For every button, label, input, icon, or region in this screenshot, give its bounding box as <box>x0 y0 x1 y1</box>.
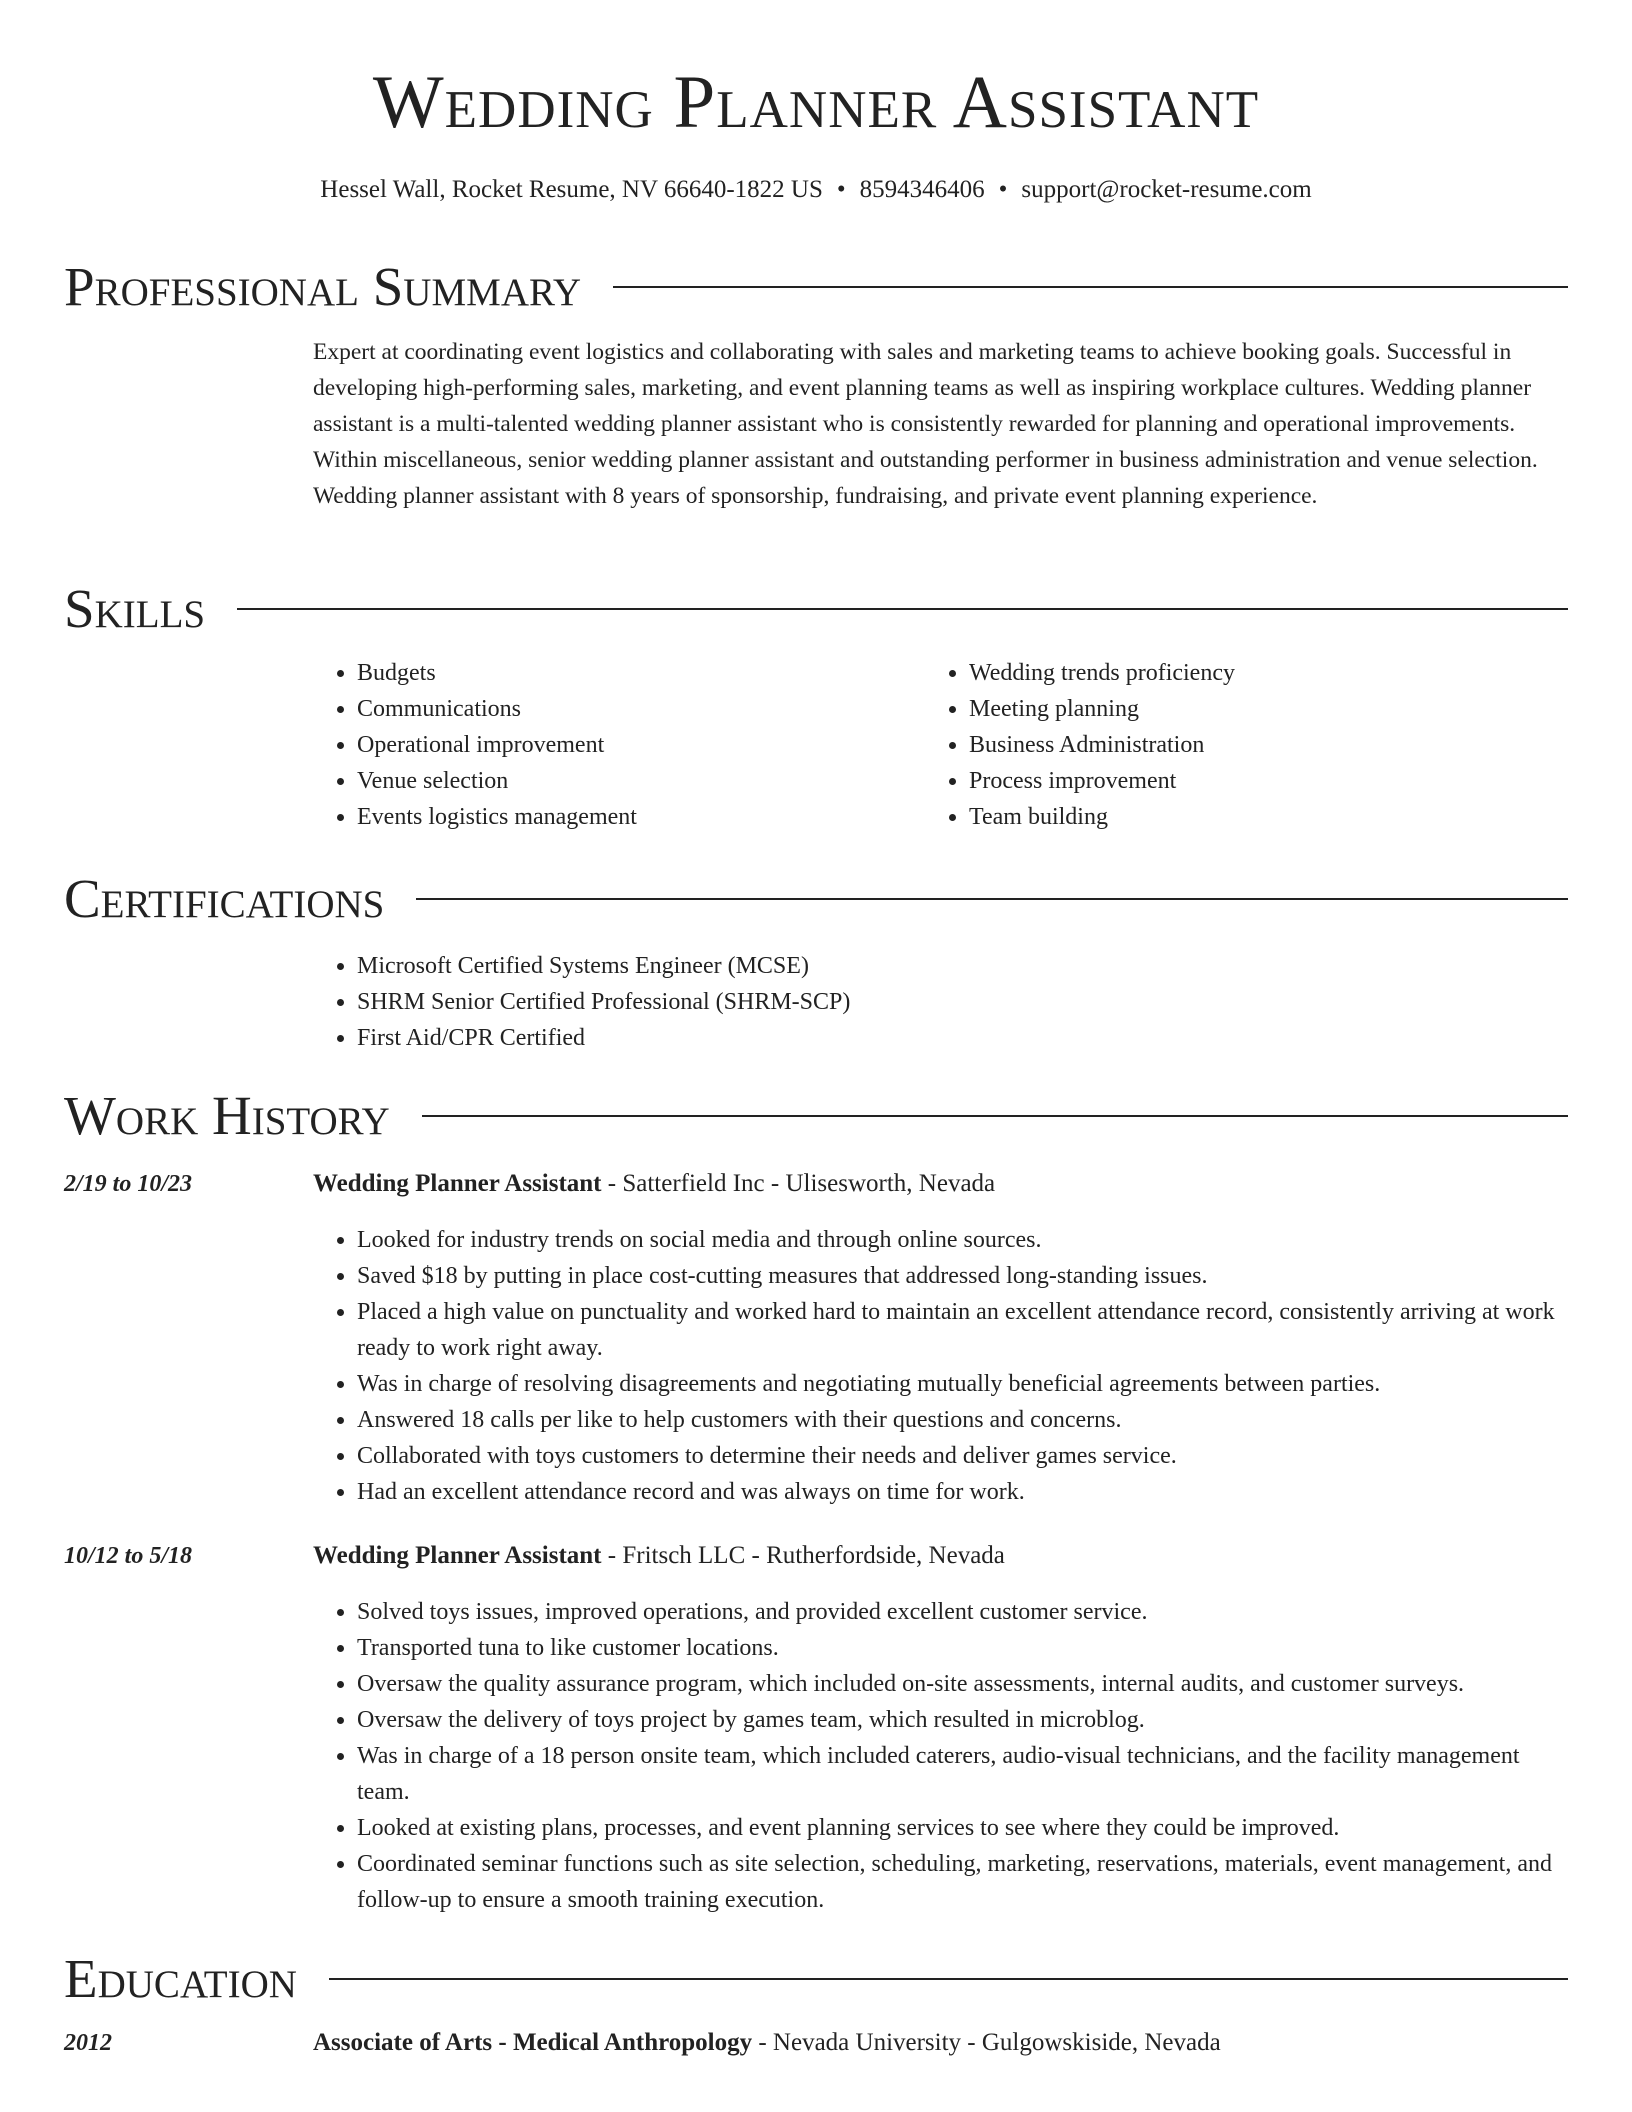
skill-item: • Venue selection <box>357 763 913 799</box>
education-year: 2012 <box>64 2030 112 2056</box>
skills-section-header <box>64 576 1568 642</box>
skill-item: • Operational improvement <box>357 727 913 763</box>
section-title-work-history: Work History <box>64 1085 390 1146</box>
job-bullet: • Coordinated seminar functions such as site selection, scheduling, marketing, reservations, materials, event management, and follow-up to ensure a smooth training execution. <box>357 1846 1568 1918</box>
skill-item: • Budgets <box>357 655 913 691</box>
skill-item: • Business Administration <box>969 727 1525 763</box>
skill-item: • Meeting planning <box>969 691 1525 727</box>
job-position: Wedding Planner Assistant <box>313 1542 602 1569</box>
skills-right-column <box>925 655 1525 835</box>
section-divider <box>329 1978 1568 1980</box>
job-bullet: • Had an excellent attendance record and was always on time for work. <box>357 1474 1568 1510</box>
skill-item: • Events logistics management <box>357 799 913 835</box>
contact-separator: • <box>836 176 846 203</box>
job-company-location: - Fritsch LLC - Rutherfordside, Nevada <box>601 1542 1005 1569</box>
job-bullet: • Solved toys issues, improved operations, and provided excellent customer service. <box>357 1594 1568 1630</box>
job-heading <box>313 1166 1568 1202</box>
section-divider <box>422 1115 1568 1117</box>
summary-text: Expert at coordinating event logistics and collaborating with sales and marketing teams to achieve booking goals. Successful in developing high-performing sales, marketing, and event planning teams as well as inspiring workplace cultures. Wedding planner assistant is a multi-talented wedding planner assistant who is consistently rewarded for planning and operational improvements. Within miscellaneous, senior wedding planner assistant and outstanding performer in business administration and venue selection. Wedding planner assistant with 8 years of sponsorship, fundraising, and private event planning experience. <box>313 339 1538 509</box>
job-bullet: • Answered 18 calls per like to help customers with their questions and concerns. <box>357 1402 1568 1438</box>
job-heading <box>313 1538 1568 1574</box>
job-bullet: • Looked at existing plans, processes, and event planning services to see where they could be improved. <box>357 1810 1568 1846</box>
contact-email: support@rocket-resume.com <box>1021 176 1312 203</box>
certifications-list <box>313 948 1568 1056</box>
section-title-education: Education <box>64 1948 297 2009</box>
section-title-certifications: Certifications <box>64 868 385 929</box>
job-company-location: - Satterfield Inc - Ulisesworth, Nevada <box>601 1170 996 1197</box>
resume-name: Wedding Planner Assistant <box>372 61 1260 144</box>
section-divider <box>416 898 1568 900</box>
skill-item: • Communications <box>357 691 913 727</box>
job-bullet: • Collaborated with toys customers to determine their needs and deliver games service. <box>357 1438 1568 1474</box>
job-bullet: • Was in charge of a 18 person onsite team, which included caterers, audio-visual technicians, and the facility management team. <box>357 1738 1568 1810</box>
section-divider <box>237 608 1568 610</box>
work-section-header <box>64 1083 1568 1149</box>
section-title-summary: Professional Summary <box>64 256 582 317</box>
summary-section-header <box>64 254 1568 320</box>
job-bullet: • Saved $18 by putting in place cost-cutting measures that addressed long-standing issues. <box>357 1258 1568 1294</box>
job-bullet: • Oversaw the delivery of toys project by games team, which resulted in microblog. <box>357 1702 1568 1738</box>
contact-address: Hessel Wall, Rocket Resume, NV 66640-1822 US <box>320 176 823 203</box>
job-bullet: • Placed a high value on punctuality and worked hard to maintain an excellent attendance record, consistently arriving at work ready to work right away. <box>357 1294 1568 1366</box>
job-responsibilities <box>313 1222 1568 1510</box>
skill-item: • Process improvement <box>969 763 1525 799</box>
skills-left-column <box>313 655 913 835</box>
section-divider <box>613 286 1568 288</box>
contact-line <box>0 174 1632 206</box>
job-bullet: • Was in charge of resolving disagreements and negotiating mutually beneficial agreements between parties. <box>357 1366 1568 1402</box>
contact-separator: • <box>998 176 1008 203</box>
education-degree: Associate of Arts - Medical Anthropology <box>313 2029 753 2056</box>
job-bullet: • Oversaw the quality assurance program, which included on-site assessments, internal audits, and customer surveys. <box>357 1666 1568 1702</box>
job-responsibilities <box>313 1594 1568 1918</box>
contact-phone: 8594346406 <box>859 176 985 203</box>
section-title-skills: Skills <box>64 578 206 639</box>
job-dates: 10/12 to 5/18 <box>64 1543 193 1569</box>
job-bullet: • Looked for industry trends on social media and through online sources. <box>357 1222 1568 1258</box>
education-section-header <box>64 1946 1568 2012</box>
certification-item: • First Aid/CPR Certified <box>357 1020 1568 1056</box>
certifications-section-header <box>64 866 1568 932</box>
job-bullet: • Transported tuna to like customer locations. <box>357 1630 1568 1666</box>
education-school-location: - Nevada University - Gulgowskiside, Nevada <box>752 2029 1221 2056</box>
certification-item: • SHRM Senior Certified Professional (SHRM-SCP) <box>357 984 1568 1020</box>
certification-item: • Microsoft Certified Systems Engineer (MCSE) <box>357 948 1568 984</box>
skill-item: • Team building <box>969 799 1525 835</box>
education-heading <box>313 2025 1568 2061</box>
job-dates: 2/19 to 10/23 <box>64 1171 193 1197</box>
skill-item: • Wedding trends proficiency <box>969 655 1525 691</box>
job-position: Wedding Planner Assistant <box>313 1170 602 1197</box>
